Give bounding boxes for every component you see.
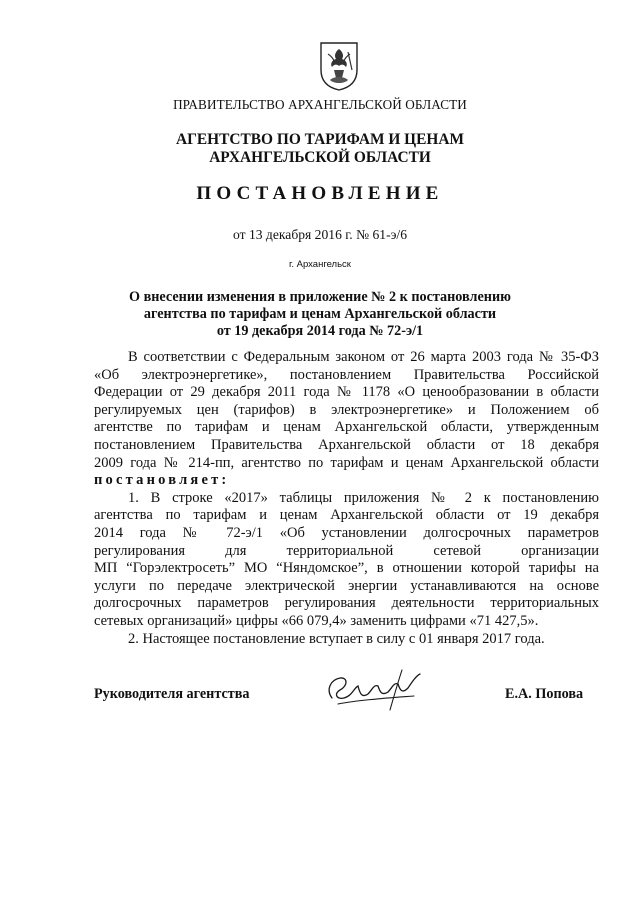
document-subject — [0, 289, 640, 340]
date-and-number: от 13 декабря 2016 г. № 61-э/6 — [232, 227, 408, 242]
document-body — [94, 349, 599, 648]
preamble-line: В соответствии с Федеральным законом от 26 марта 2003 года № 35-ФЗ — [128, 349, 599, 365]
preamble-line: Федерации от 29 декабря 2011 года № 1178 «О ценообразовании в области — [94, 384, 599, 401]
item1-line: регулирования для территориальной сетевой организации — [94, 542, 599, 559]
subject-line1: О внесении изменения в приложение № 2 к постановлению — [129, 289, 511, 305]
agency-name-line2: АРХАНГЕЛЬСКОЙ ОБЛАСТИ — [209, 149, 431, 166]
item1-line: 2014 года № 72-э/1 «Об установлении долгосрочных параметров — [94, 524, 599, 541]
item1-line: 1. В строке «2017» таблицы приложения № 2 к постановлению — [128, 489, 599, 506]
coat-of-arms-icon — [318, 40, 360, 92]
item2-line: 2. Настоящее постановление вступает в силу с 01 января 2017 года. — [128, 630, 545, 647]
item1-line: сетевых организаций» цифры «66 079,4» заменить цифрами «71 427,5». — [94, 612, 539, 629]
preamble-line: 2009 года № 214-пп, агентство по тарифам и ценам Архангельской области — [94, 454, 599, 471]
preamble-line: постановлением Правительства Архангельской области от 18 декабря — [94, 436, 599, 453]
item1-line: МП “Горэлектросеть” МО “Няндомское”, в отношении которой тарифы на — [94, 560, 599, 577]
item1-line: услуги по передаче электрической энергии устанавливаются на основе — [94, 577, 599, 594]
subject-line3: от 19 декабря 2014 года № 72-э/1 — [216, 323, 424, 339]
signatory-name: Е.А. Попова — [505, 686, 584, 702]
subject-line2: агентства по тарифам и ценам Архангельской области — [143, 306, 497, 322]
preamble-line: регулируемых цен (тарифов) в электроэнергетике» и Положением об — [94, 401, 599, 418]
handwritten-signature — [318, 660, 428, 720]
document-type: ПОСТАНОВЛЕНИЕ — [196, 183, 444, 204]
signatory-position: Руководителя агентства — [94, 686, 250, 702]
agency-name-line1: АГЕНТСТВО ПО ТАРИФАМ И ЦЕНАМ — [175, 131, 465, 148]
preamble-line: «Об электроэнергетике», постановлением Правительства Российской — [94, 366, 599, 383]
resolves-line — [94, 472, 599, 490]
preamble-line: агентстве по тарифам и ценам Архангельской области, утвержденным — [94, 419, 599, 436]
agency-name — [0, 131, 640, 167]
item1-line: долгосрочных параметров регулирования деятельности территориальных — [94, 595, 599, 612]
resolves-word: постановляет: — [94, 472, 230, 489]
item1-line: агентства по тарифам и ценам Архангельской области от 19 декабря — [94, 507, 599, 524]
city: г. Архангельск — [289, 259, 351, 270]
government-name: ПРАВИТЕЛЬСТВО АРХАНГЕЛЬСКОЙ ОБЛАСТИ — [173, 97, 467, 112]
